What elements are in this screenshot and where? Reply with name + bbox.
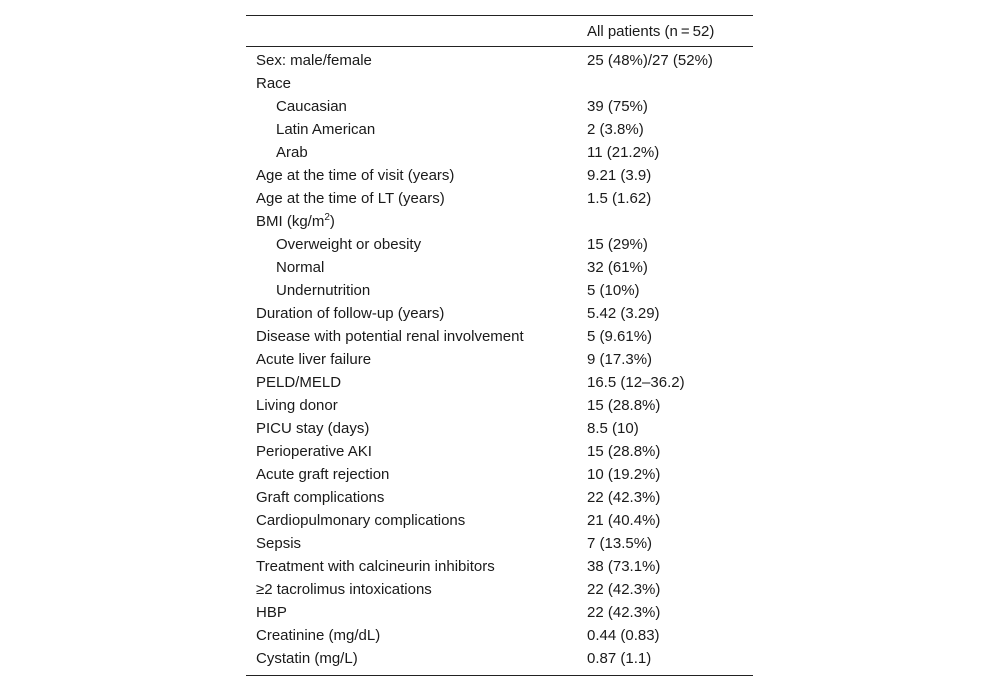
row-label-text: PELD/MELD [256, 374, 342, 391]
row-label-text: Disease with potential renal involvement [256, 328, 524, 345]
row-value: 38 (73.1%) [587, 558, 661, 575]
row-value [587, 210, 753, 233]
row-label [246, 141, 587, 164]
row-label-text: Arab [276, 144, 308, 161]
row-value [587, 72, 753, 95]
table-row [246, 210, 753, 233]
table-row [246, 647, 753, 676]
row-label-superscript: 2 [324, 212, 330, 223]
row-label [246, 72, 587, 95]
row-label-text: Cardiopulmonary complications [256, 512, 466, 529]
row-value: 15 (28.8%) [587, 443, 661, 460]
row-label-text: Age at the time of LT (years) [256, 190, 445, 207]
table-row [246, 440, 753, 463]
table-row [246, 302, 753, 325]
row-label [246, 233, 587, 256]
row-value: 0.44 (0.83) [587, 627, 660, 644]
row-value: 22 (42.3%) [587, 489, 661, 506]
row-label-text: Sepsis [256, 535, 302, 552]
row-value: 7 (13.5%) [587, 535, 653, 552]
header-all-patients: All patients (n = 52) [587, 22, 715, 40]
row-label-suffix: ) [329, 213, 335, 230]
row-value: 22 (42.3%) [587, 604, 661, 621]
table-row [246, 509, 753, 532]
row-label [246, 463, 587, 486]
row-value: 25 (48%)/27 (52%) [587, 52, 713, 69]
row-value: 9.21 (3.9) [587, 167, 652, 184]
row-label [246, 371, 587, 394]
row-label-text: PICU stay (days) [256, 420, 370, 437]
row-value: 22 (42.3%) [587, 581, 661, 598]
row-label-text: Latin American [276, 121, 376, 138]
table-row [246, 141, 753, 164]
table-row [246, 532, 753, 555]
row-value: 32 (61%) [587, 259, 648, 276]
table-row [246, 256, 753, 279]
table-row [246, 463, 753, 486]
row-label-text: Age at the time of visit (years) [256, 167, 455, 184]
row-label-text: Acute graft rejection [256, 466, 390, 483]
row-value: 16.5 (12–36.2) [587, 374, 685, 391]
row-label [246, 47, 587, 73]
row-label [246, 624, 587, 647]
row-label [246, 394, 587, 417]
table-row [246, 417, 753, 440]
row-label [246, 164, 587, 187]
row-label [246, 348, 587, 371]
row-label-text: Normal [276, 259, 325, 276]
header-label-cell [246, 16, 587, 47]
patient-characteristics-table-container [246, 15, 753, 676]
table-row [246, 233, 753, 256]
row-label [246, 440, 587, 463]
table-row [246, 348, 753, 371]
row-label [246, 601, 587, 624]
row-label [246, 302, 587, 325]
row-value: 15 (29%) [587, 236, 648, 253]
table-row [246, 325, 753, 348]
row-value: 2 (3.8%) [587, 121, 644, 138]
row-label [246, 532, 587, 555]
row-value: 0.87 (1.1) [587, 650, 652, 667]
row-value: 5 (10%) [587, 282, 640, 299]
table-row [246, 486, 753, 509]
row-label [246, 118, 587, 141]
row-label-text: Cystatin (mg/L) [256, 650, 358, 667]
row-label-text: Undernutrition [276, 282, 371, 299]
row-label-text: Acute liver failure [256, 351, 372, 368]
row-label [246, 486, 587, 509]
row-label [246, 256, 587, 279]
row-value: 15 (28.8%) [587, 397, 661, 414]
table-row [246, 624, 753, 647]
row-value: 5.42 (3.29) [587, 305, 660, 322]
row-label [246, 578, 587, 601]
row-label-text: Treatment with calcineurin inhibitors [256, 558, 495, 575]
row-label [246, 95, 587, 118]
row-label-text: Overweight or obesity [276, 236, 422, 253]
row-label [246, 279, 587, 302]
row-label [246, 647, 587, 676]
row-value: 39 (75%) [587, 98, 648, 115]
row-label-text: Perioperative AKI [256, 443, 372, 460]
row-value: 9 (17.3%) [587, 351, 653, 368]
row-label-text: Living donor [256, 397, 338, 414]
table-header-row [246, 16, 753, 47]
table-row [246, 371, 753, 394]
table-row [246, 47, 753, 73]
row-label-text: Graft complications [256, 489, 385, 506]
row-label-text: HBP [256, 604, 287, 621]
row-label-text: Creatinine (mg/dL) [256, 627, 381, 644]
table-row [246, 118, 753, 141]
row-label-text: ≥2 tacrolimus intoxications [256, 581, 432, 598]
row-label-text: Sex: male/female [256, 52, 372, 69]
table-row [246, 394, 753, 417]
row-value: 8.5 (10) [587, 420, 639, 437]
row-label-text: Duration of follow-up (years) [256, 305, 445, 322]
row-label [246, 555, 587, 578]
row-value: 1.5 (1.62) [587, 190, 652, 207]
patient-characteristics-table [246, 15, 753, 676]
row-label [246, 210, 587, 233]
table-body [246, 47, 753, 676]
row-label [246, 187, 587, 210]
table-row [246, 601, 753, 624]
table-header [246, 16, 753, 47]
row-value: 10 (19.2%) [587, 466, 661, 483]
row-label-text: BMI (kg/m [256, 213, 325, 230]
table-row [246, 279, 753, 302]
table-row [246, 555, 753, 578]
row-value: 5 (9.61%) [587, 328, 653, 345]
row-value: 11 (21.2%) [587, 144, 660, 161]
table-row [246, 164, 753, 187]
row-value: 21 (40.4%) [587, 512, 661, 529]
row-label [246, 325, 587, 348]
row-label-text: Caucasian [276, 98, 347, 115]
table-row [246, 187, 753, 210]
table-row [246, 578, 753, 601]
row-label [246, 509, 587, 532]
row-label [246, 417, 587, 440]
table-row [246, 72, 753, 95]
row-label-text: Race [256, 75, 292, 92]
table-row [246, 95, 753, 118]
